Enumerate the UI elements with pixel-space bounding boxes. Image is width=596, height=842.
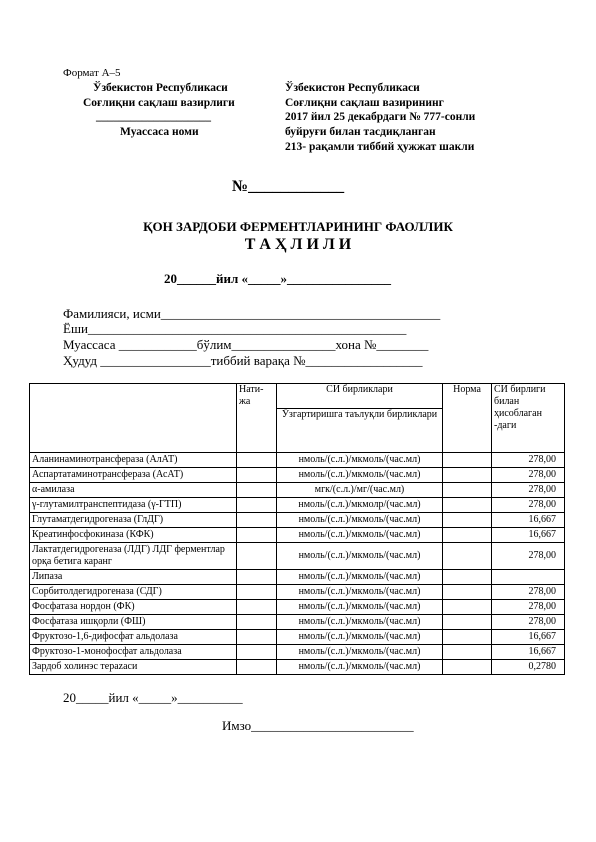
factor-cell [492,570,565,585]
norm-cell[interactable] [443,630,492,645]
unit-cell: нмоль/(с.л.)/мкмоль/(час.мл) [277,660,443,675]
result-cell[interactable] [237,513,277,528]
table-row [30,570,565,585]
result-cell[interactable] [237,483,277,498]
table-row [30,660,565,675]
unit-cell: нмоль/(с.л.)/мкмолр/(час.мл) [277,498,443,513]
factor-cell: 278,00 [492,615,565,630]
result-cell[interactable] [237,660,277,675]
result-cell[interactable] [237,645,277,660]
table-row [30,483,565,498]
enzyme-name: Фруктозо-1,6-дифосфат альдолаза [30,630,237,645]
document-number: №____________ [232,178,345,195]
result-cell[interactable] [237,498,277,513]
table-row [30,513,565,528]
field-region: Ҳудуд _________________тиббий варақа №__________________ [63,353,423,368]
norm-cell[interactable] [443,513,492,528]
enzyme-name: Фосфатаза нордон (ФК) [30,600,237,615]
factor-cell: 0,2780 [492,660,565,675]
enzyme-name: Фруктозо-1-монофосфат альдолаза [30,645,237,660]
unit-cell: нмоль/(с.л.)/мкмоль/(час.мл) [277,513,443,528]
field-age: Ёши_________________________________________________ [63,321,407,336]
field-institution: Муассаса ____________бўлим________________хона №________ [63,337,429,352]
result-cell[interactable] [237,570,277,585]
title-line1: ҚОН ЗАРДОБИ ФЕРМЕНТЛАРИНИНГ ФАОЛЛИК [143,219,453,234]
right-header-form-number: 213- рақамли тиббий ҳужжат шакли [285,141,475,153]
enzyme-name: γ-глутамилтранспептидаза (γ-ГТП) [30,498,237,513]
norm-cell[interactable] [443,660,492,675]
signature-line: Имзо_________________________ [222,718,414,733]
factor-cell: 278,00 [492,600,565,615]
left-header-country: Ўзбекистон Республикаси [93,82,228,94]
enzyme-name: Зардоб холинэс терazаси [30,660,237,675]
field-name: Фамилияси, исми___________________________________________ [63,306,441,321]
header-conv-units: Ўзгартиришга таълуқли бирликлари [277,409,443,453]
result-cell[interactable] [237,600,277,615]
table-row [30,498,565,513]
table-row [30,528,565,543]
table-row [30,645,565,660]
norm-cell[interactable] [443,483,492,498]
enzyme-name: Глутаматдегидрогеназа (ГлДГ) [30,513,237,528]
factor-cell: 16,667 [492,645,565,660]
factor-cell: 278,00 [492,453,565,468]
norm-cell[interactable] [443,585,492,600]
enzyme-name: Аланинаминотрансфераза (АлАТ) [30,453,237,468]
enzyme-name: Липаза [30,570,237,585]
format-label: Формат А–5 [63,67,121,79]
factor-cell: 278,00 [492,585,565,600]
results-table [29,383,565,675]
right-header-ministry: Соғлиқни сақлаш вазирининг [285,97,444,109]
norm-cell[interactable] [443,570,492,585]
unit-cell: нмоль/(с.л.)/мкмоль/(час.мл) [277,570,443,585]
enzyme-name: Аспартатаминотрансфераза (АсАТ) [30,468,237,483]
table-row [30,453,565,468]
factor-cell: 16,667 [492,630,565,645]
date-line: 20______йил «_____»________________ [164,271,392,286]
result-cell[interactable] [237,468,277,483]
norm-cell[interactable] [443,615,492,630]
factor-cell: 16,667 [492,528,565,543]
left-header-ministry: Соғлиқни сақлаш вазирлиги [83,97,235,109]
table-row [30,468,565,483]
enzyme-name: Фосфатаза ишқорли (ФШ) [30,615,237,630]
unit-cell: мгк/(с.л.)/мг/(час.мл) [277,483,443,498]
table-row [30,630,565,645]
left-header-blank-line: ____________________ [96,111,211,123]
right-header-country: Ўзбекистон Республикаси [285,82,420,94]
header-name-cell [30,384,237,453]
right-header-approved: буйруғи билан тасдиқланган [285,126,436,138]
unit-cell: нмоль/(с.л.)/мкмоль/(час.мл) [277,528,443,543]
factor-cell: 16,667 [492,513,565,528]
unit-cell: нмоль/(с.л.)/мкмоль/(час.мл) [277,585,443,600]
table-row [30,543,565,570]
footer-date: 20_____йил «_____»__________ [63,690,243,705]
norm-cell[interactable] [443,498,492,513]
table-row [30,585,565,600]
unit-cell: нмоль/(с.л.)/мкмоль/(час.мл) [277,468,443,483]
norm-cell[interactable] [443,543,492,570]
header-si-units: СИ бирликлари [277,384,443,409]
header-result: Нати-жа [237,384,277,453]
factor-cell: 278,00 [492,468,565,483]
unit-cell: нмоль/(с.л.)/мкмоль/(час.мл) [277,615,443,630]
enzyme-name: Креатинфосфокиназа (КФК) [30,528,237,543]
unit-cell: нмоль/(с.л.)/мкмоль/(час.мл) [277,600,443,615]
factor-cell: 278,00 [492,543,565,570]
table-row [30,600,565,615]
header-norm: Норма [443,384,492,453]
unit-cell: нмоль/(с.л.)/мкмоль/(час.мл) [277,645,443,660]
result-cell[interactable] [237,615,277,630]
enzyme-name: Лактатдегидрогеназа (ЛДГ) ЛДГ ферментлар орқа бетига каранг [30,543,237,570]
result-cell[interactable] [237,585,277,600]
factor-cell: 278,00 [492,498,565,513]
unit-cell: нмоль/(с.л.)/мкмоль/(час.мл) [277,630,443,645]
result-cell[interactable] [237,528,277,543]
table-row [30,615,565,630]
right-header-order: 2017 йил 25 декабрдаги № 777-сонли [285,111,476,123]
table-header-row [30,384,565,409]
result-cell[interactable] [237,453,277,468]
enzyme-name: Сорбитолдегидрогеназа (СДГ) [30,585,237,600]
norm-cell[interactable] [443,528,492,543]
title-line2: Т А Ҳ Л И Л И [244,236,352,253]
enzyme-name: α-амилаза [30,483,237,498]
norm-cell[interactable] [443,645,492,660]
factor-cell: 278,00 [492,483,565,498]
unit-cell: нмоль/(с.л.)/мкмоль/(час.мл) [277,543,443,570]
norm-cell[interactable] [443,600,492,615]
left-header-institution-label: Муассаса номи [120,126,199,138]
result-cell[interactable] [237,630,277,645]
header-si-calc: СИ бирлиги билан ҳисоблаган -даги [492,384,565,453]
result-cell[interactable] [237,543,277,570]
norm-cell[interactable] [443,453,492,468]
norm-cell[interactable] [443,468,492,483]
unit-cell: нмоль/(с.л.)/мкмоль/(час.мл) [277,453,443,468]
